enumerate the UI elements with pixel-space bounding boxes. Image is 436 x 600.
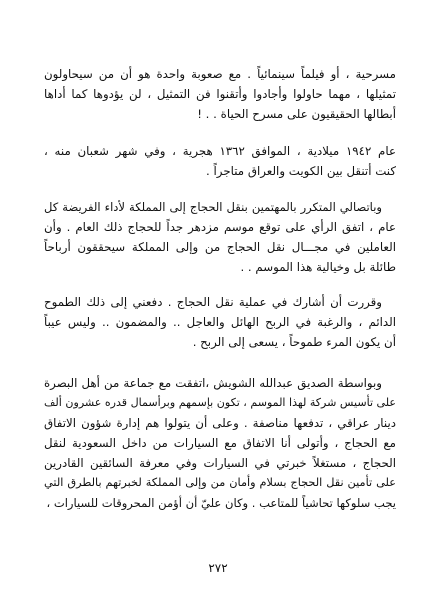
paragraph-line: طائلة بل وخيالية هذا الموسم . . <box>240 260 396 274</box>
paragraph-4 <box>44 292 396 352</box>
paragraph-line: وقررت أن أشارك في عملية نقل الحجاج . دفعني إلى ذلك الطموح <box>44 295 382 309</box>
paragraph-line: كنت أتنقل بين الكويت والعراق متاجراً . <box>206 164 396 178</box>
paragraph-line: الحجاج ، مستغلاً خبرتي في السيارات وفي معرفة السائقين القادرين <box>44 456 396 470</box>
paragraph-line: يجب سلوكها تحاشياً للمتاعب . وكان عليّ أن أؤمن المحروقات للسيارات ، <box>46 496 396 510</box>
paragraph-line: مسرحية ، أو فيلماً سينمائياً . مع صعوبة واحدة هو أن من سيحاولون <box>44 67 396 81</box>
paragraph-5 <box>44 373 396 513</box>
paragraph-line: دينار عراقي ، تدفعها مناصفة . وعلى أن يتولوا هم إدارة شؤون الاتفاق <box>44 416 396 430</box>
paragraph-line: عام ١٩٤٢ ميلادية ، الموافق ١٣٦٢ هجرية ، وفي شهر شعبان منه ، <box>44 144 396 158</box>
paragraph-line: أبطالها الحقيقيون على مسرح الحياة . . ! <box>197 107 396 121</box>
paragraph-line: عام ، اتفق الرأي على توقع موسم مزدهر جداً للحجاج ذلك العام . وأن <box>44 220 396 234</box>
paragraph-line: مع الحجاج ، وأتولى أنا الاتفاق مع السيارات من داخل السعودية لنقل <box>44 436 396 450</box>
paragraph-line: العاملين في مجـــال نقل الحجاج من وإلى المملكة سيحققون أرباحاً <box>44 240 396 254</box>
paragraph-line: تمثيلها ، مهما حاولوا وأجادوا وأتقنوا فن التمثيل ، لن يؤدوها كما أداها <box>44 87 396 101</box>
paragraph-1 <box>44 64 396 124</box>
paragraph-line: على تأمين نقل الحجاج بسلام وأمان من وإلى المملكة لخبرتهم بالطرق التي <box>44 476 396 489</box>
paragraph-line: أن يكون المرء طموحاً ، يسعى إلى الربح . <box>192 335 396 349</box>
paragraph-line: وبواسطة الصديق عبدالله الشويش ،اتفقت مع جماعة من أهل البصرة <box>44 376 382 390</box>
paragraph-line: على تأسيس شركة لهذا الموسم ، تكون بإسمهم وبرأسمال قدره عشرون ألف <box>44 396 396 409</box>
paragraph-line: وباتصالي المتكرر بالمهتمين بنقل الحجاج إلى المملكة لأداء الفريضة كل <box>44 200 382 214</box>
page-number: ٢٧٢ <box>208 561 228 575</box>
paragraph-2 <box>44 141 396 181</box>
paragraph-3 <box>44 197 396 277</box>
paragraph-line: الدائم ، والرغبة في الربح الهائل والعاجل .. والمضمون .. وليس عيباً <box>44 315 396 329</box>
